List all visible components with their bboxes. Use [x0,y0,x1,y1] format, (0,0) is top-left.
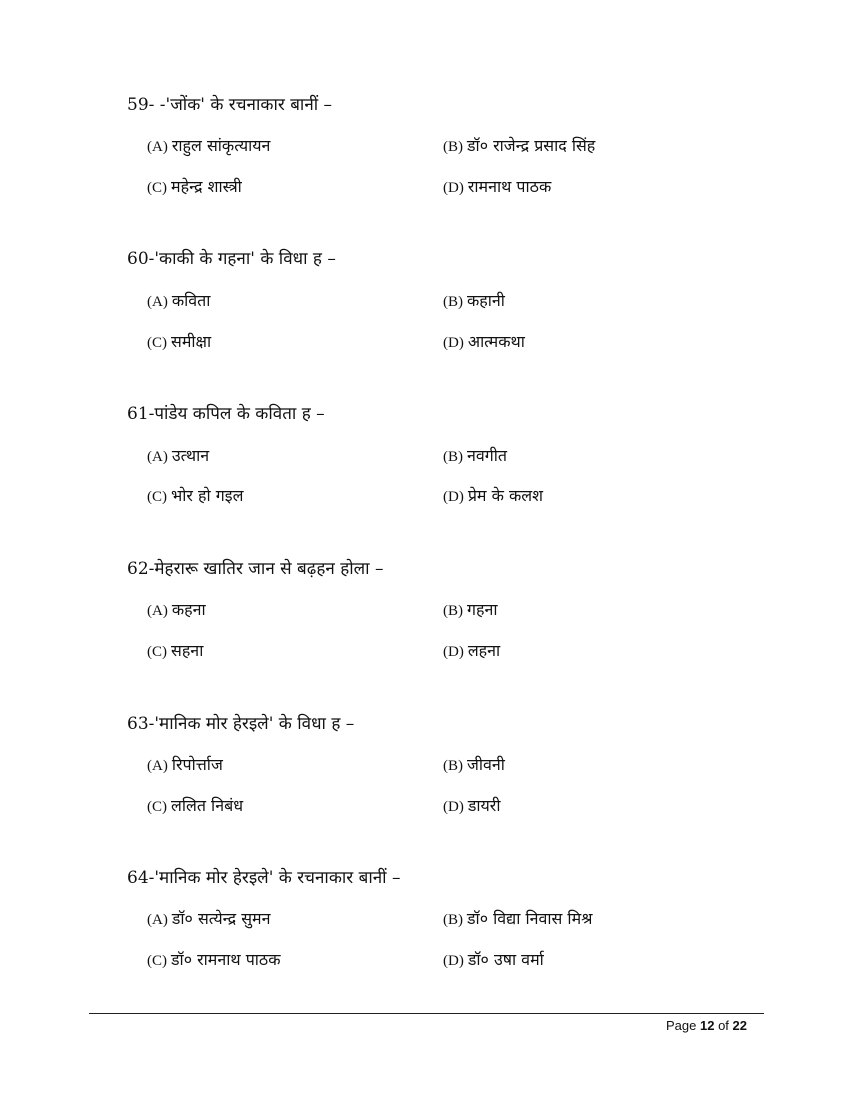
option-63-c [147,796,243,817]
option-label: (A) [147,139,168,155]
option-63-a [147,755,223,776]
option-text: नवगीत [467,446,508,465]
option-text: सहना [171,641,204,660]
option-62-a [147,600,206,621]
option-text: डॉ० रामनाथ पाठक [171,950,281,969]
option-label: (B) [443,294,463,310]
total-pages-number: 22 [732,1018,747,1033]
option-61-b [443,446,507,467]
option-text: रामनाथ पाठक [467,177,552,196]
question-62: 62-मेहरारू खातिर जान से बढ़हन होला – [127,559,384,579]
option-label: (C) [147,644,167,660]
option-text: आत्मकथा [467,332,525,351]
option-label: (D) [443,335,464,351]
page-word: Page [665,1018,697,1033]
option-text: भोर हो गइल [171,486,244,505]
option-label: (A) [147,912,168,928]
option-label: (A) [147,758,168,774]
option-text: प्रेम के कलश [467,486,543,505]
option-62-d [443,641,500,662]
option-label: (C) [147,335,167,351]
option-text: महेन्द्र शास्त्री [171,177,242,196]
option-63-d [443,796,501,817]
option-text: जीवनी [467,755,505,774]
question-63: 63-'मानिक मोर हेरइले' के विधा ह – [127,714,355,734]
option-60-c [147,332,211,353]
of-word: of [718,1018,729,1033]
option-63-b [443,755,505,776]
question-64: 64-'मानिक मोर हेरइले' के रचनाकार बानीं – [127,868,401,888]
option-text: लहना [467,641,501,660]
option-64-c [147,950,281,971]
option-64-a [147,909,270,930]
option-64-d [443,950,544,971]
option-label: (B) [443,449,463,465]
option-60-a [147,291,210,312]
option-text: राहुल सांकृत्यायन [171,136,271,155]
option-label: (D) [443,180,464,196]
option-60-b [443,291,505,312]
question-60: 60-'काकी के गहना' के विधा ह – [127,249,336,269]
option-label: (B) [443,139,463,155]
option-62-b [443,600,498,621]
option-label: (C) [147,953,167,969]
question-61: 61-पांडेय कपिल के कविता ह – [127,404,325,424]
option-60-d [443,332,525,353]
option-label: (B) [443,758,463,774]
option-61-d [443,486,543,507]
option-text: कविता [171,291,211,310]
option-text: डॉ० विद्या निवास मिश्र [467,909,593,928]
option-text: कहना [171,600,206,619]
option-label: (A) [147,449,168,465]
option-61-c [147,486,243,507]
option-label: (B) [443,912,463,928]
option-label: (A) [147,294,168,310]
page-footer [666,1018,747,1033]
option-text: डॉ० सत्येन्द्र सुमन [171,909,271,928]
option-label: (D) [443,644,464,660]
option-text: ललित निबंध [171,796,244,815]
option-text: कहानी [467,291,505,310]
option-text: उत्थान [171,446,210,465]
option-label: (D) [443,799,464,815]
option-text: गहना [467,600,498,619]
option-62-c [147,641,203,662]
option-label: (C) [147,180,167,196]
option-64-b [443,909,592,930]
option-59-a [147,136,270,157]
option-text: डॉ० राजेन्द्र प्रसाद सिंह [467,136,596,155]
option-59-d [443,177,551,198]
option-label: (B) [443,603,463,619]
option-label: (C) [147,489,167,505]
footer-divider [89,1013,764,1014]
option-text: समीक्षा [171,332,212,351]
current-page-number: 12 [699,1018,715,1033]
option-59-b [443,136,595,157]
option-label: (D) [443,953,464,969]
option-61-a [147,446,209,467]
option-text: डॉ० उषा वर्मा [467,950,544,969]
option-label: (C) [147,799,167,815]
option-59-c [147,177,242,198]
option-text: रिपोर्त्ताज [171,755,223,774]
option-label: (D) [443,489,464,505]
question-59: 59- -'जोंक' के रचनाकार बानीं – [127,95,333,115]
option-text: डायरी [467,796,501,815]
option-label: (A) [147,603,168,619]
